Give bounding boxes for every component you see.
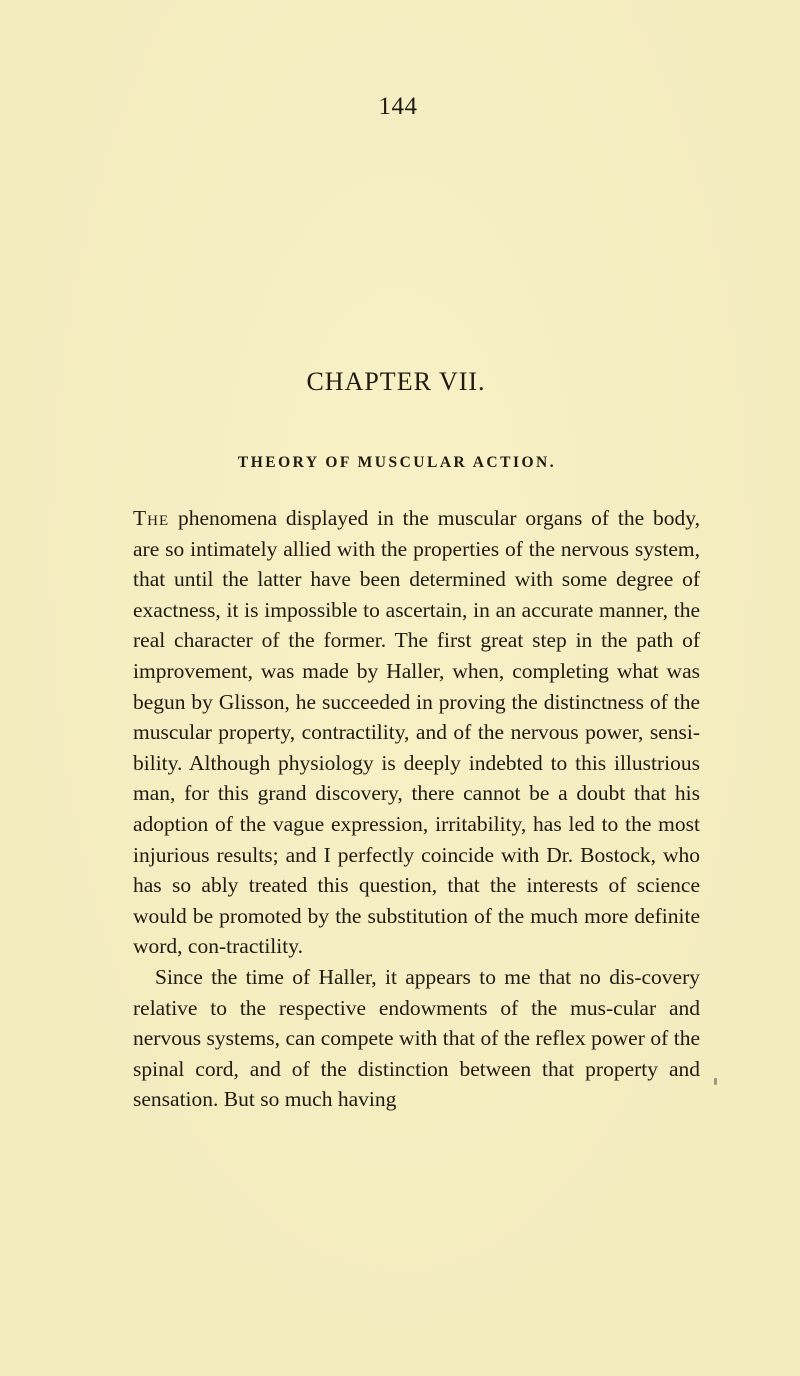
- paragraph-2: [133, 962, 700, 1115]
- paragraph-2-text: Since the time of Haller, it appears to me that no dis-covery relative to the respective endowments of the mus-cular and nervous systems, can compete with that of the reflex power of the spinal cord, and of the distinction between that property and sensation. But so much having: [133, 964, 700, 1112]
- ink-speck: [714, 1078, 717, 1085]
- body-text: [133, 503, 700, 1115]
- page-number: 144: [378, 93, 418, 120]
- paragraph-1-text: phenomena displayed in the muscular organs of the body, are so intimately allied with the properties of the nervous system, that until the latter have been determined with some degree of exactness, it is impossible to ascertain, in an accurate manner, the real character of the former. The first great step in the path of improvement, was made by Haller, when, completing what was begun by Glisson, he succeeded in proving the distinctness of the muscular property, contractility, and of the nervous power, sensi-bility. Although physiology is deeply indebted to this illustrious man, for this grand discovery, there cannot be a doubt that his adoption of the vague expression, irritability, has led to the most injurious results; and I perfectly coincide with Dr. Bostock, who has so ably treated this question, that the interests of science would be promoted by the substitution of the much more definite word, con-tractility.: [133, 506, 700, 959]
- paragraph-1: [133, 503, 700, 962]
- chapter-subtitle: THEORY OF MUSCULAR ACTION.: [237, 454, 557, 471]
- paragraph-lead-word: The: [133, 506, 170, 530]
- chapter-title: CHAPTER VII.: [306, 367, 486, 396]
